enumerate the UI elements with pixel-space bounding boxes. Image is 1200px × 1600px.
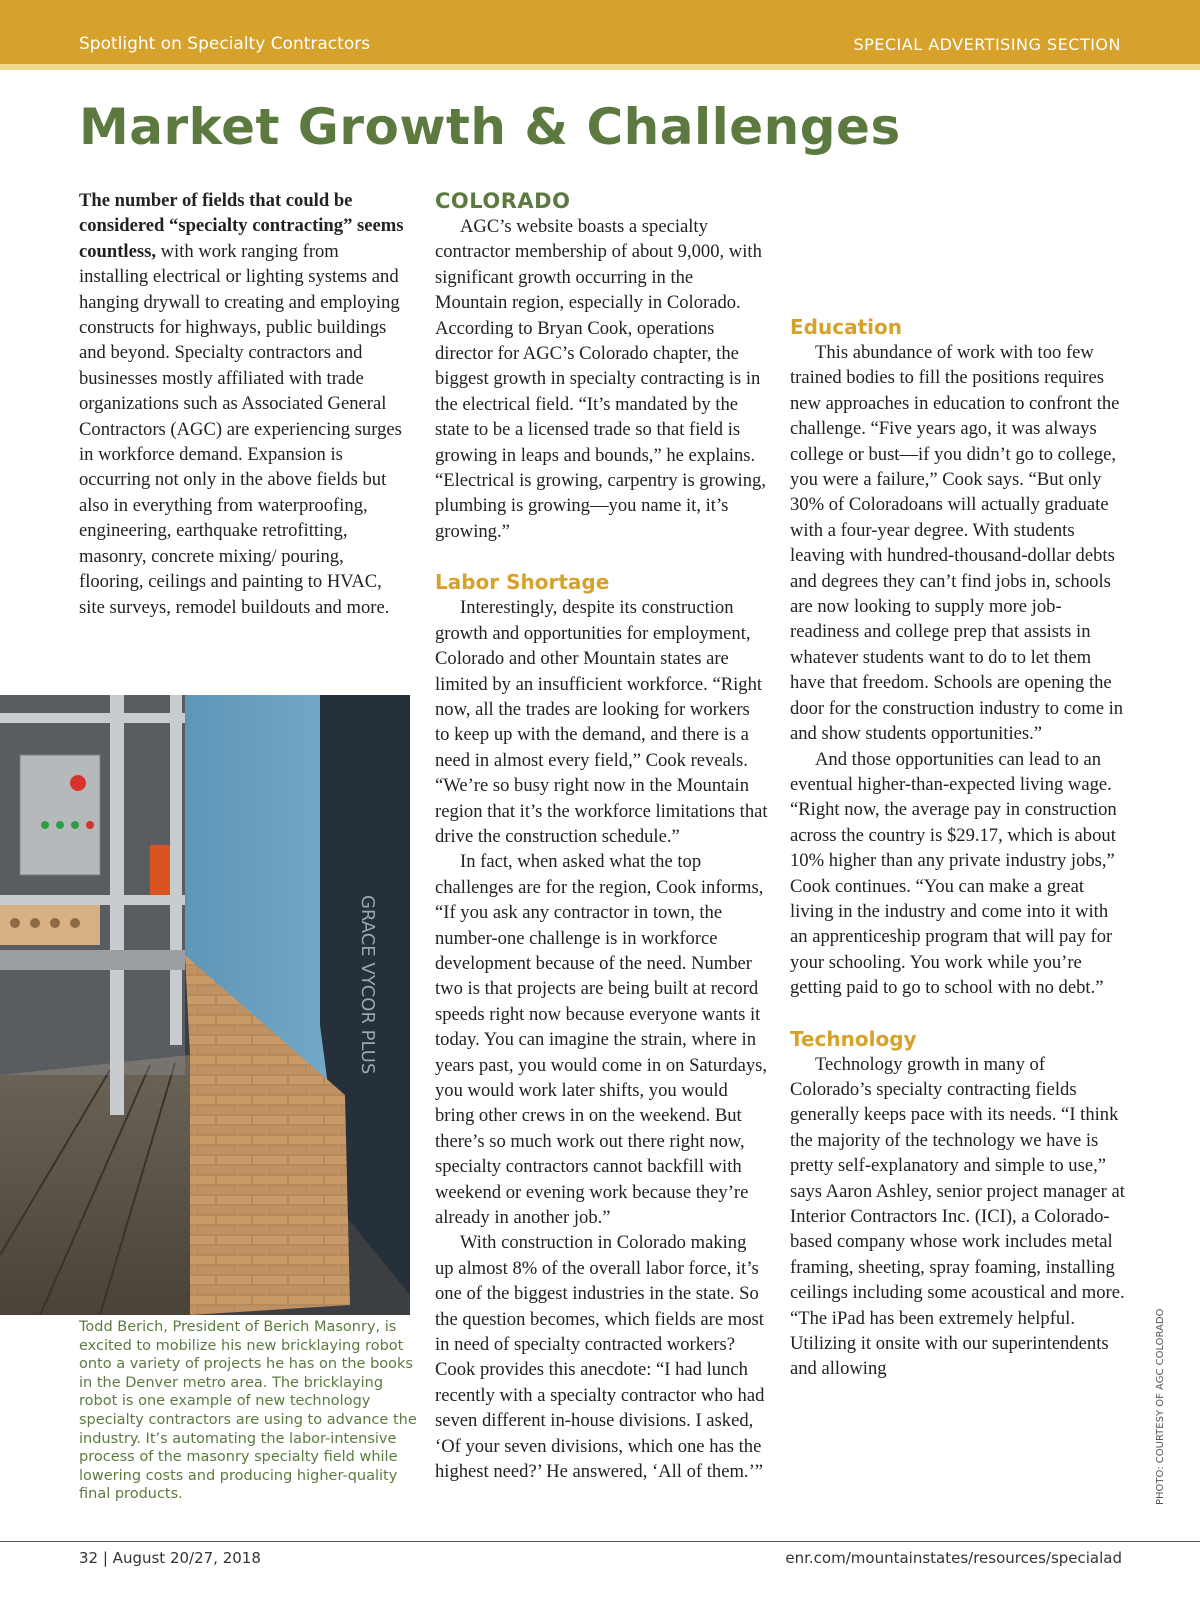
photo-caption: Todd Berich, President of Berich Masonry, is excited to mobilize his new bricklaying robot onto a variety of projects he has on the books in the Denver metro area. The bricklaying robot is one example of new technology specialty contractors are using to advance the industry. It’s automating the labor-intensive process of the masonry specialty field while lowering costs and producing higher-quality final products. xyxy=(79,1319,417,1503)
intro-lead: The number of fields that could be considered “specialty contracting” seems countless, xyxy=(79,190,404,262)
footer-url[interactable]: enr.com/mountainstates/resources/specialad xyxy=(785,1549,1122,1567)
education-heading: Education xyxy=(790,315,902,339)
header-accent-line xyxy=(0,64,1200,70)
education-paragraph-2: And those opportunities can lead to an eventual higher-than-expected living wage. “Right now, the average pay in construction across the country is $29.17, which is about 10% higher than any private industry jobs,” Cook continues. “You can make a great living in the industry and come into it with an apprenticeship program that will pay for your schooling. You work while you’re getting paid to go to school with no debt.” xyxy=(790,748,1117,999)
section-label: Spotlight on Specialty Contractors xyxy=(79,34,371,54)
labor-paragraph-1: Interestingly, despite its construction growth and opportunities for employment, Colorado and other Mountain states are limited by an insufficient workforce. “Right now, all the trades are looking for workers to keep up with the demand, and there is a need in almost every field,” Cook reveals. “We’re so busy right now in the Mountain region that it’s the workforce limitations that drive the construction schedule.” xyxy=(435,597,768,847)
middle-column xyxy=(435,188,768,1485)
colorado-heading: COLORADO xyxy=(435,189,571,213)
technology-heading: Technology xyxy=(790,1026,917,1051)
photo-credit: PHOTO: COURTESY OF AGC COLORADO xyxy=(1155,1308,1166,1505)
technology-paragraph: Technology growth in many of Colorado’s specialty contracting fields generally keeps pace with its needs. “I think the majority of the technology we have is pretty self-explanatory and simple to use,” says Aaron Ashley, senior project manager at Interior Contractors Inc. (ICI), a Colorado-based company whose work includes metal framing, sheeting, spray foaming, installing ceilings including some acoustical and more. “The iPad has been extremely helpful. Utilizing it onsite with our superintendents and allowing xyxy=(790,1053,1125,1380)
page-title: Market Growth & Challenges xyxy=(79,98,901,156)
bricklaying-robot-photo xyxy=(0,695,410,1315)
advertising-label: SPECIAL ADVERTISING SECTION xyxy=(853,35,1121,54)
intro-column xyxy=(79,188,410,620)
intro-body: with work ranging from installing electrical or lighting systems and hanging drywall to creating and employing constructs for highways, public buildings and beyond. Specialty contractors and businesses mostly affiliated with trade organizations such as Associated General Contractors (AGC) are experiencing surges in workforce demand. Expansion is occurring not only in the above fields but also in everything from waterproofing, engineering, earthquake retrofitting, masonry, concrete mixing/ pouring, flooring, ceilings and painting to HVAC, site surveys, remodel buildouts and more. xyxy=(79,240,402,618)
right-column xyxy=(790,314,1125,1382)
labor-paragraph-3: With construction in Colorado making up almost 8% of the overall labor force, it’s one of the biggest industries in the state. So the question becomes, which fields are most in need of specialty contracted workers? Cook provides this anecdote: “I had lunch recently with a specialty contractor who had seven different in-house divisions. I asked, ‘Of your seven divisions, which one has the highest need?’ He answered, ‘All of them.’” xyxy=(435,1232,765,1483)
membrane-label: GRACE VYCOR PLUS xyxy=(357,895,378,1075)
labor-paragraph-2: In fact, when asked what the top challenges are for the region, Cook informs, “If you ask any contractor in town, the number-one challenge is in workforce development because of the need. Number two is that projects are being built at record speeds right now because everyone wants it today. You can imagine the strain, where in years past, you would come in on Saturdays, you would work later shifts, you would bring other crews in on the weekend. But there’s so much work out there right now, specialty contractors cannot backfill with weekend or evening work because they’re already in another job.” xyxy=(435,851,768,1229)
intro-paragraph xyxy=(79,188,410,620)
footer-rule xyxy=(0,1541,1200,1542)
page-number-date: 32 | August 20/27, 2018 xyxy=(79,1549,261,1567)
labor-shortage-heading: Labor Shortage xyxy=(435,570,610,595)
colorado-paragraph: AGC’s website boasts a specialty contractor membership of about 9,000, with significant growth occurring in the Mountain region, especially in Colorado. According to Bryan Cook, operations director for AGC’s Colorado chapter, the biggest growth in specialty contracting is in the electrical field. “It’s mandated by the state to be a licensed trade so that field is growing in leaps and bounds,” he explains. “Electrical is growing, carpentry is growing, plumbing is growing—you name it, it’s growing.” xyxy=(435,216,766,542)
education-paragraph-1: This abundance of work with too few trained bodies to fill the positions requires new approaches in education to confront the challenge. “Five years ago, it was always college or bust—if you didn’t go to college, you were a failure,” Cook says. “But only 30% of Coloradoans will actually graduate with a four-year degree. With students leaving with hundred-thousand-dollar debts and degrees they can’t find jobs in, schools are now looking to supply more job-readiness and college prep that assists in whatever students want to do to let them have that freedom. Schools are opening the door for the construction industry to come in and show students opportunities.” xyxy=(790,342,1124,745)
header-band xyxy=(0,0,1200,64)
